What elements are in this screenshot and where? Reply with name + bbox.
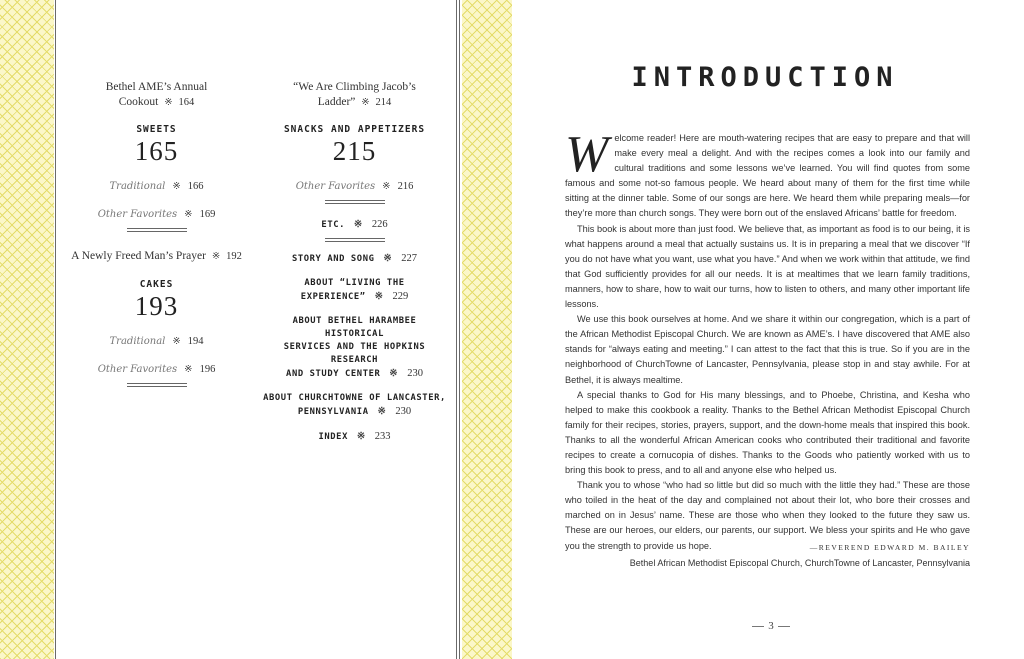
toc-page-number: 216: [397, 181, 414, 192]
toc-entry-title: SERVICES AND THE HOPKINS RESEARCH: [283, 342, 426, 365]
page-number-dash-left: [752, 626, 764, 627]
toc-entry-cakes-traditional[interactable]: [64, 331, 249, 349]
toc-section-page-number: 193: [134, 291, 179, 321]
left-border-line: [55, 0, 56, 659]
toc-entry-snacks-favorites[interactable]: [262, 176, 447, 194]
mid-border-line-2: [459, 0, 460, 659]
divider: [127, 383, 187, 387]
toc-column-left: [64, 80, 249, 387]
toc-entry-bethel-harambee[interactable]: [262, 315, 447, 381]
toc-entry-jacobs-ladder[interactable]: [262, 80, 447, 110]
toc-entry-title: Other Favorites: [97, 209, 178, 220]
toc-page-number: 166: [187, 181, 204, 192]
toc-page-number: 192: [226, 251, 242, 262]
toc-page-number: 226: [371, 219, 388, 230]
intro-paragraph: [565, 126, 970, 222]
toc-section-sweets[interactable]: SWEETS: [136, 124, 177, 135]
toc-entry-title: Ladder”: [317, 96, 356, 108]
intro-body: [565, 126, 970, 554]
toc-entry-title: Traditional: [109, 181, 166, 192]
mid-border-line-1: [456, 0, 457, 659]
toc-entry-cakes-favorites[interactable]: [64, 359, 249, 377]
toc-entry-title: A Newly Freed Man’s Prayer: [71, 250, 206, 262]
left-pattern-strip: [0, 0, 54, 659]
toc-entry-index[interactable]: [262, 430, 447, 444]
intro-paragraph: A special thanks to God for His many blessings, and to Phoebe, Christina, and Kesha who helped to make this cookbook a reality. Thanks to the Bethel African Methodist Episcopal Church family for their recipes, stories, prayers, support, and the down-home meals that inspired this book. Thanks to all the wonderful African American cooks who contributed their traditional and favorite recipes to create a cornucopia of dishes. Thanks to the Goods who patiently worked with us to bring this book to press, and to all and anyone else who helped us.: [565, 389, 970, 476]
separator-icon: ※: [374, 291, 384, 302]
toc-entry-story-song[interactable]: [262, 252, 447, 266]
page-number-value: 3: [768, 620, 774, 632]
toc-section-snacks[interactable]: SNACKS AND APPETIZERS: [283, 124, 426, 135]
toc-entry-title: Bethel AME’s Annual: [105, 81, 208, 93]
toc-page-number: 164: [178, 97, 195, 108]
toc-entry-title: AND STUDY CENTER: [286, 369, 381, 379]
toc-entry-title: Cookout: [118, 96, 159, 108]
separator-icon: ※: [389, 368, 399, 379]
separator-icon: ※: [356, 431, 366, 442]
toc-entry-title: STORY AND SONG: [291, 254, 375, 264]
toc-entry-title: EXPERIENCE”: [300, 292, 366, 302]
toc-entry-living-experience[interactable]: [262, 277, 447, 304]
toc-page-number: 169: [199, 209, 216, 220]
toc-entry-title: Traditional: [109, 336, 166, 347]
toc-entry-title: ABOUT CHURCHTOWNE OF LANCASTER,: [263, 393, 446, 403]
toc-page-number: 229: [392, 291, 409, 302]
toc-entry-title: ETC.: [321, 220, 346, 230]
toc-entry-cookout[interactable]: [64, 80, 249, 110]
toc-entry-title: ABOUT “LIVING THE: [304, 278, 405, 288]
separator-icon: ※: [383, 253, 393, 264]
toc-entry-sweets-favorites[interactable]: [64, 204, 249, 222]
drop-cap: W: [565, 126, 609, 183]
page-title: INTRODUCTION: [631, 62, 899, 93]
signature-organization: Bethel African Methodist Episcopal Church, ChurchTowne of Lancaster, Pennsylvania: [629, 558, 970, 568]
center-pattern-strip: [462, 0, 512, 659]
separator-icon: ※: [377, 406, 387, 417]
separator-icon: ※: [184, 209, 193, 220]
toc-entry-title: PENNSYLVANIA: [297, 407, 369, 417]
separator-icon: ※: [382, 181, 391, 192]
page-number: [741, 620, 801, 632]
toc-page-number: 230: [407, 368, 423, 379]
toc-entry-title: ABOUT BETHEL HARAMBEE HISTORICAL: [292, 316, 417, 339]
intro-paragraph: Thank you to whose “who had so little but did so much with the little they had.” These are those who toiled in the heat of the day and complained not about their lot, who bore their crosses and marched on in Jesus’ name. These are those who when they looked to the future they saw us. These are our heroes, our elders, our parents, our support. We bless your spirits and He who gave you the strength to provide us hope.: [565, 480, 970, 551]
toc-entry-title: Other Favorites: [97, 364, 178, 375]
page-number-dash-right: [778, 626, 790, 627]
toc-section-cakes[interactable]: CAKES: [139, 279, 174, 290]
toc-column-right: [262, 80, 447, 444]
separator-icon: ※: [353, 219, 363, 230]
intro-paragraph: We use this book ourselves at home. And we share it within our congregation, which is a part of the African Methodist Episcopal Church. We are known as AME’s. I have discovered that AME also stands for “always eating and meeting.” I can attest to the fact that this is true. So if you are in the neighborhood of ChurchTowne of Lancaster, Pennsylvania, please stop in and stay awhile. For at Bethel, it is always mealtime.: [565, 314, 970, 385]
paragraph-text: elcome reader! Here are mouth-watering recipes that are easy to prepare and that will make every meal a delight. And with the recipes comes a look into our family and cultural traditions and some lessons we’ve learned. You will find quotes from some famous and some not-so famous people. We heard about many of them for the first time while sitting at the dinner table. Some of our songs are here. We heard them while preparing meals—for they’re more than church songs. They were born out of the enslaved Africans’ battle for freedom.: [565, 133, 970, 219]
toc-entry-sweets-traditional[interactable]: [64, 176, 249, 194]
separator-icon: ※: [164, 97, 173, 108]
toc-entry-title: Other Favorites: [295, 181, 376, 192]
toc-page-number: 227: [401, 253, 418, 264]
separator-icon: ※: [361, 97, 370, 108]
toc-entry-etc[interactable]: [262, 218, 447, 232]
toc-page-number: 194: [187, 336, 204, 347]
signature-name: —REVEREND EDWARD M. BAILEY: [809, 543, 970, 552]
separator-icon: ※: [172, 181, 181, 192]
toc-entry-title: “We Are Climbing Jacob’s: [293, 81, 416, 93]
separator-icon: ※: [172, 336, 181, 347]
toc-page-number: 196: [199, 364, 216, 375]
toc-page-number: 230: [395, 406, 412, 417]
intro-paragraph: This book is about more than just food. We believe that, as important as food is to our being, it is what happens around a meal that actually sustains us. It is in preparing a meal that we discover “If you do not have what you want, use what you have.” And when we work within that attitude, we find that God sufficiently provides for all our needs. It is at mealtimes that we learn family traditions, manners, how to share, how to wait our turns, how to listen to others, and many other important life lessons.: [565, 223, 970, 310]
toc-entry-title: INDEX: [318, 432, 348, 442]
toc-entry-churchtowne[interactable]: [262, 392, 447, 419]
toc-page-number: 214: [375, 97, 392, 108]
toc-section-page-number: 165: [134, 136, 179, 166]
separator-icon: ※: [211, 251, 221, 262]
toc-entry-prayer[interactable]: [64, 249, 249, 264]
separator-icon: ※: [184, 364, 193, 375]
toc-page-number: 233: [374, 431, 391, 442]
toc-section-page-number: 215: [332, 136, 377, 166]
